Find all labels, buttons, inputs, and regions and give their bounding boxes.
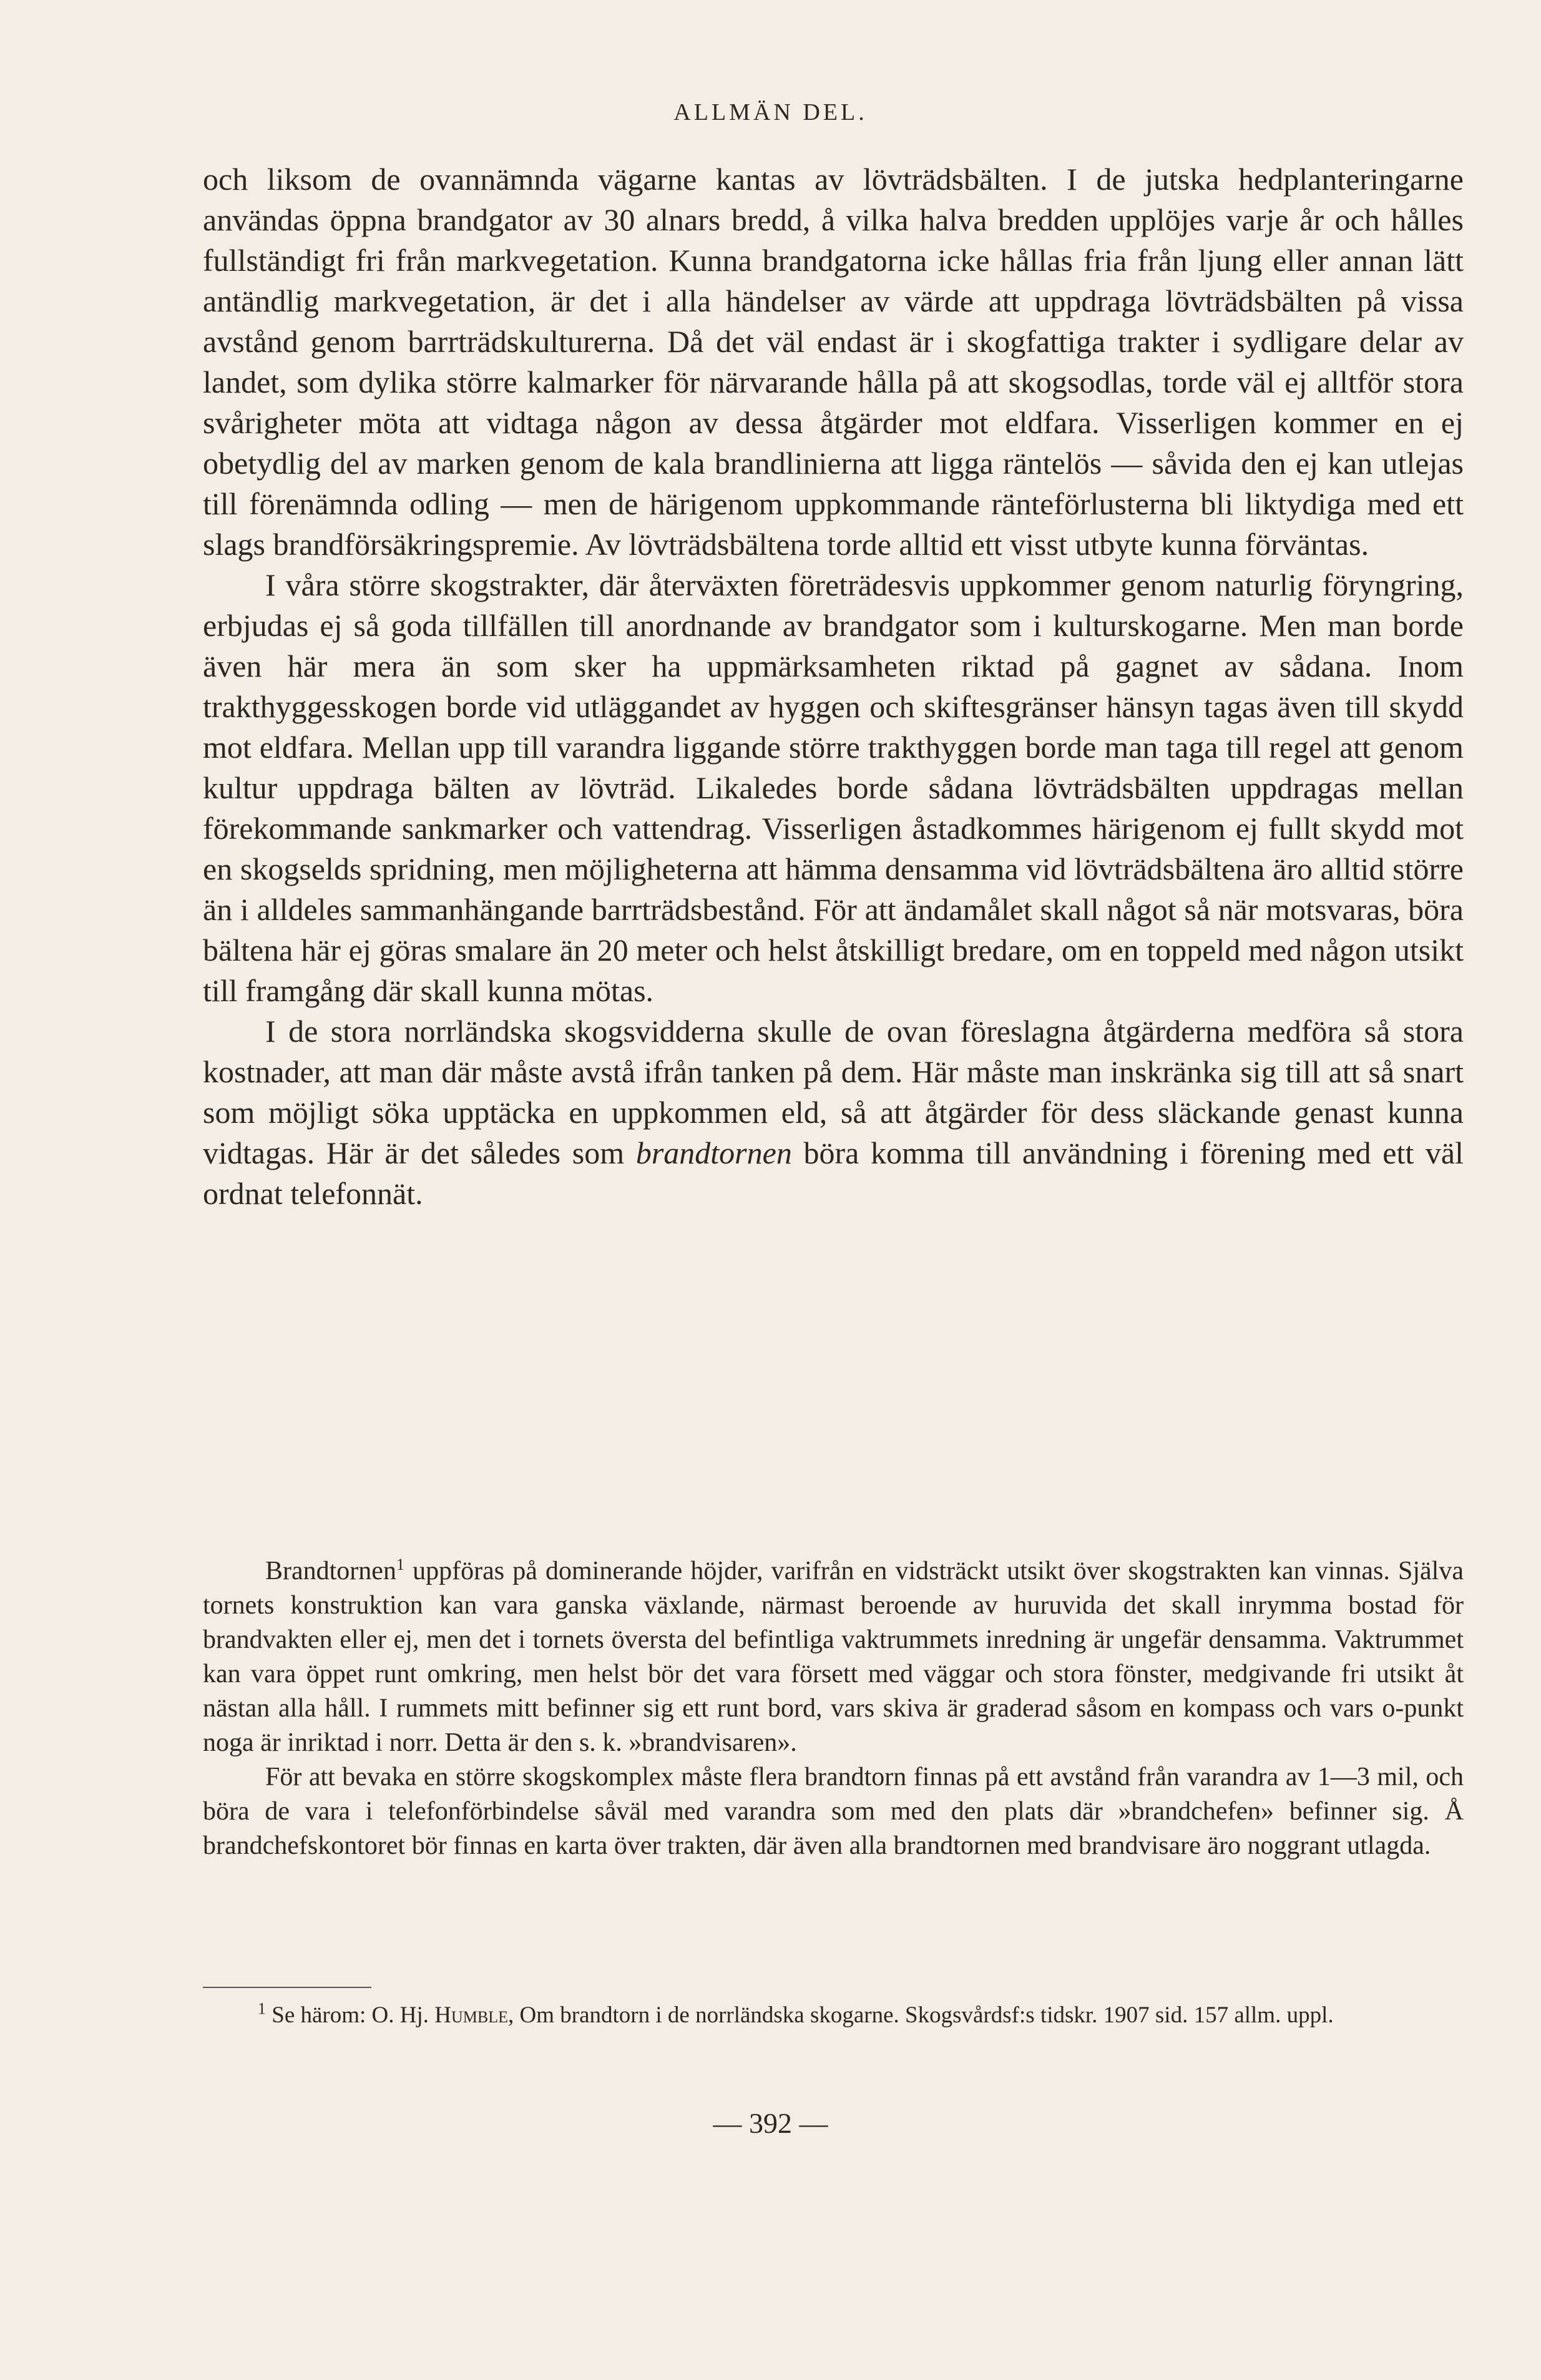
main-text bbox=[203, 159, 1464, 1214]
footnote-author: Humble bbox=[434, 2002, 509, 2028]
paragraph-3 bbox=[203, 1011, 1464, 1214]
paragraph-3-end: böra komma till användning i förening med ett väl ordnat telefonnät. bbox=[203, 1135, 1464, 1211]
paragraph-4 bbox=[203, 1554, 1464, 1760]
paragraph-4-start: Brandtornen bbox=[265, 1557, 396, 1585]
running-header: ALLMÄN DEL. bbox=[673, 99, 868, 125]
paragraph-3-start: I de stora norrländska skogsvidderna skulle de ovan föreslagna åtgärderna medföra så stora kostnader, att man där måste avstå ifrån tanken på dem. Här måste man inskränka sig till att så snart som möjligt söka upptäcka en uppkommen eld, så att åtgärder för dess släckande genast kunna vidtagas. Här är det således som bbox=[203, 1014, 1464, 1170]
footnote-paragraph bbox=[203, 2000, 1464, 2030]
footnote-reference: 1 bbox=[396, 1555, 404, 1574]
page-number: — 392 — bbox=[713, 2107, 828, 2139]
footnote-text-start: Se härom: O. Hj. bbox=[266, 2002, 435, 2028]
small-print-text bbox=[203, 1554, 1464, 1863]
paragraph-5: För att bevaka en större skogskomplex måste flera brandtorn finnas på ett avstånd från varandra av 1—3 mil, och böra de vara i telefonförbindelse såväl med varandra som med den plats där »brandchefen» befinner sig. Å brandchefskontoret bör finnas en karta över trakten, där även alla brandtornen med brandvisare äro noggrant utlagda. bbox=[203, 1763, 1464, 1860]
emphasis-brandtornen: brandtornen bbox=[635, 1135, 792, 1170]
paragraph-2: I våra större skogstrakter, där återväxten företrädesvis uppkommer genom naturlig föryngring, erbjudas ej så goda tillfällen till anordnande av brandgator som i kulturskogarne. Men man borde även här mera än som sker ha uppmärksamheten riktad på gagnet av sådana. Inom trakthyggesskogen borde vid utläggandet av hyggen och skiftesgränser hänsyn tagas även till skydd mot eldfara. Mellan upp till varandra liggande större trakthyggen borde man taga till regel att genom kultur uppdraga bälten av lövträd. Likaledes borde sådana lövträdsbälten uppdragas mellan förekommande sankmarker och vattendrag. Visserligen åstadkommes härigenom ej fullt skydd mot en skogselds spridning, men möjligheterna att hämma densamma vid lövträdsbältena äro alltid större än i alldeles sammanhängande barrträdsbestånd. För att ändamålet skall något så när motsvaras, böra bältena här ej göras smalare än 20 meter och helst åtskilligt bredare, om en toppeld med någon utsikt till framgång där skall kunna mötas. bbox=[203, 567, 1464, 1008]
footnote-divider bbox=[203, 1987, 371, 1988]
footnote bbox=[203, 2000, 1464, 2030]
footnote-text-end: , Om brandtorn i de norrländska skogarne. Skogsvårdsf:s tidskr. 1907 sid. 157 allm. uppl. bbox=[508, 2002, 1334, 2028]
paragraph-4-rest: uppföras på dominerande höjder, varifrån en vidsträckt utsikt över skogstrakten kan vinnas. Själva tornets konstruktion kan vara ganska växlande, närmast beroende av huruvida det skall inrymma bostad för brandvakten eller ej, men det i tornets översta del befintliga vaktrummets inredning är ungefär densamma. Vaktrummet kan vara öppet runt omkring, men helst bör det vara försett med väggar och stora fönster, medgivande fri utsikt åt nästan alla håll. I rummets mitt befinner sig ett runt bord, vars skiva är graderad såsom en kompass och vars o-punkt noga är inriktad i norr. Detta är den s. k. »brandvisaren». bbox=[203, 1557, 1464, 1757]
footnote-mark: 1 bbox=[258, 1999, 266, 2018]
paragraph-1: och liksom de ovannämnda vägarne kantas av lövträdsbälten. I de jutska hedplanteringarne användas öppna brandgator av 30 alnars bredd, å vilka halva bredden upplöjes varje år och hålles fullständigt fri från markvegetation. Kunna brandgatorna icke hållas fria från ljung eller annan lätt antändlig markvegetation, är det i alla händelser av värde att uppdraga lövträdsbälten på vissa avstånd genom barrträdskulturerna. Då det väl endast är i skogfattiga trakter i sydligare delar av landet, som dylika större kalmarker för närvarande hålla på att skogsodlas, torde väl ej alltför stora svårigheter möta att vidtaga någon av dessa åtgärder mot eldfara. Visserligen kommer en ej obetydlig del av marken genom de kala brandlinierna att ligga räntelös — såvida den ej kan utlejas till förenämnda odling — men de härigenom uppkommande ränteförlusterna bli liktydiga med ett slags brandförsäkringspremie. Av lövträdsbältena torde alltid ett visst utbyte kunna förväntas. bbox=[203, 162, 1464, 562]
